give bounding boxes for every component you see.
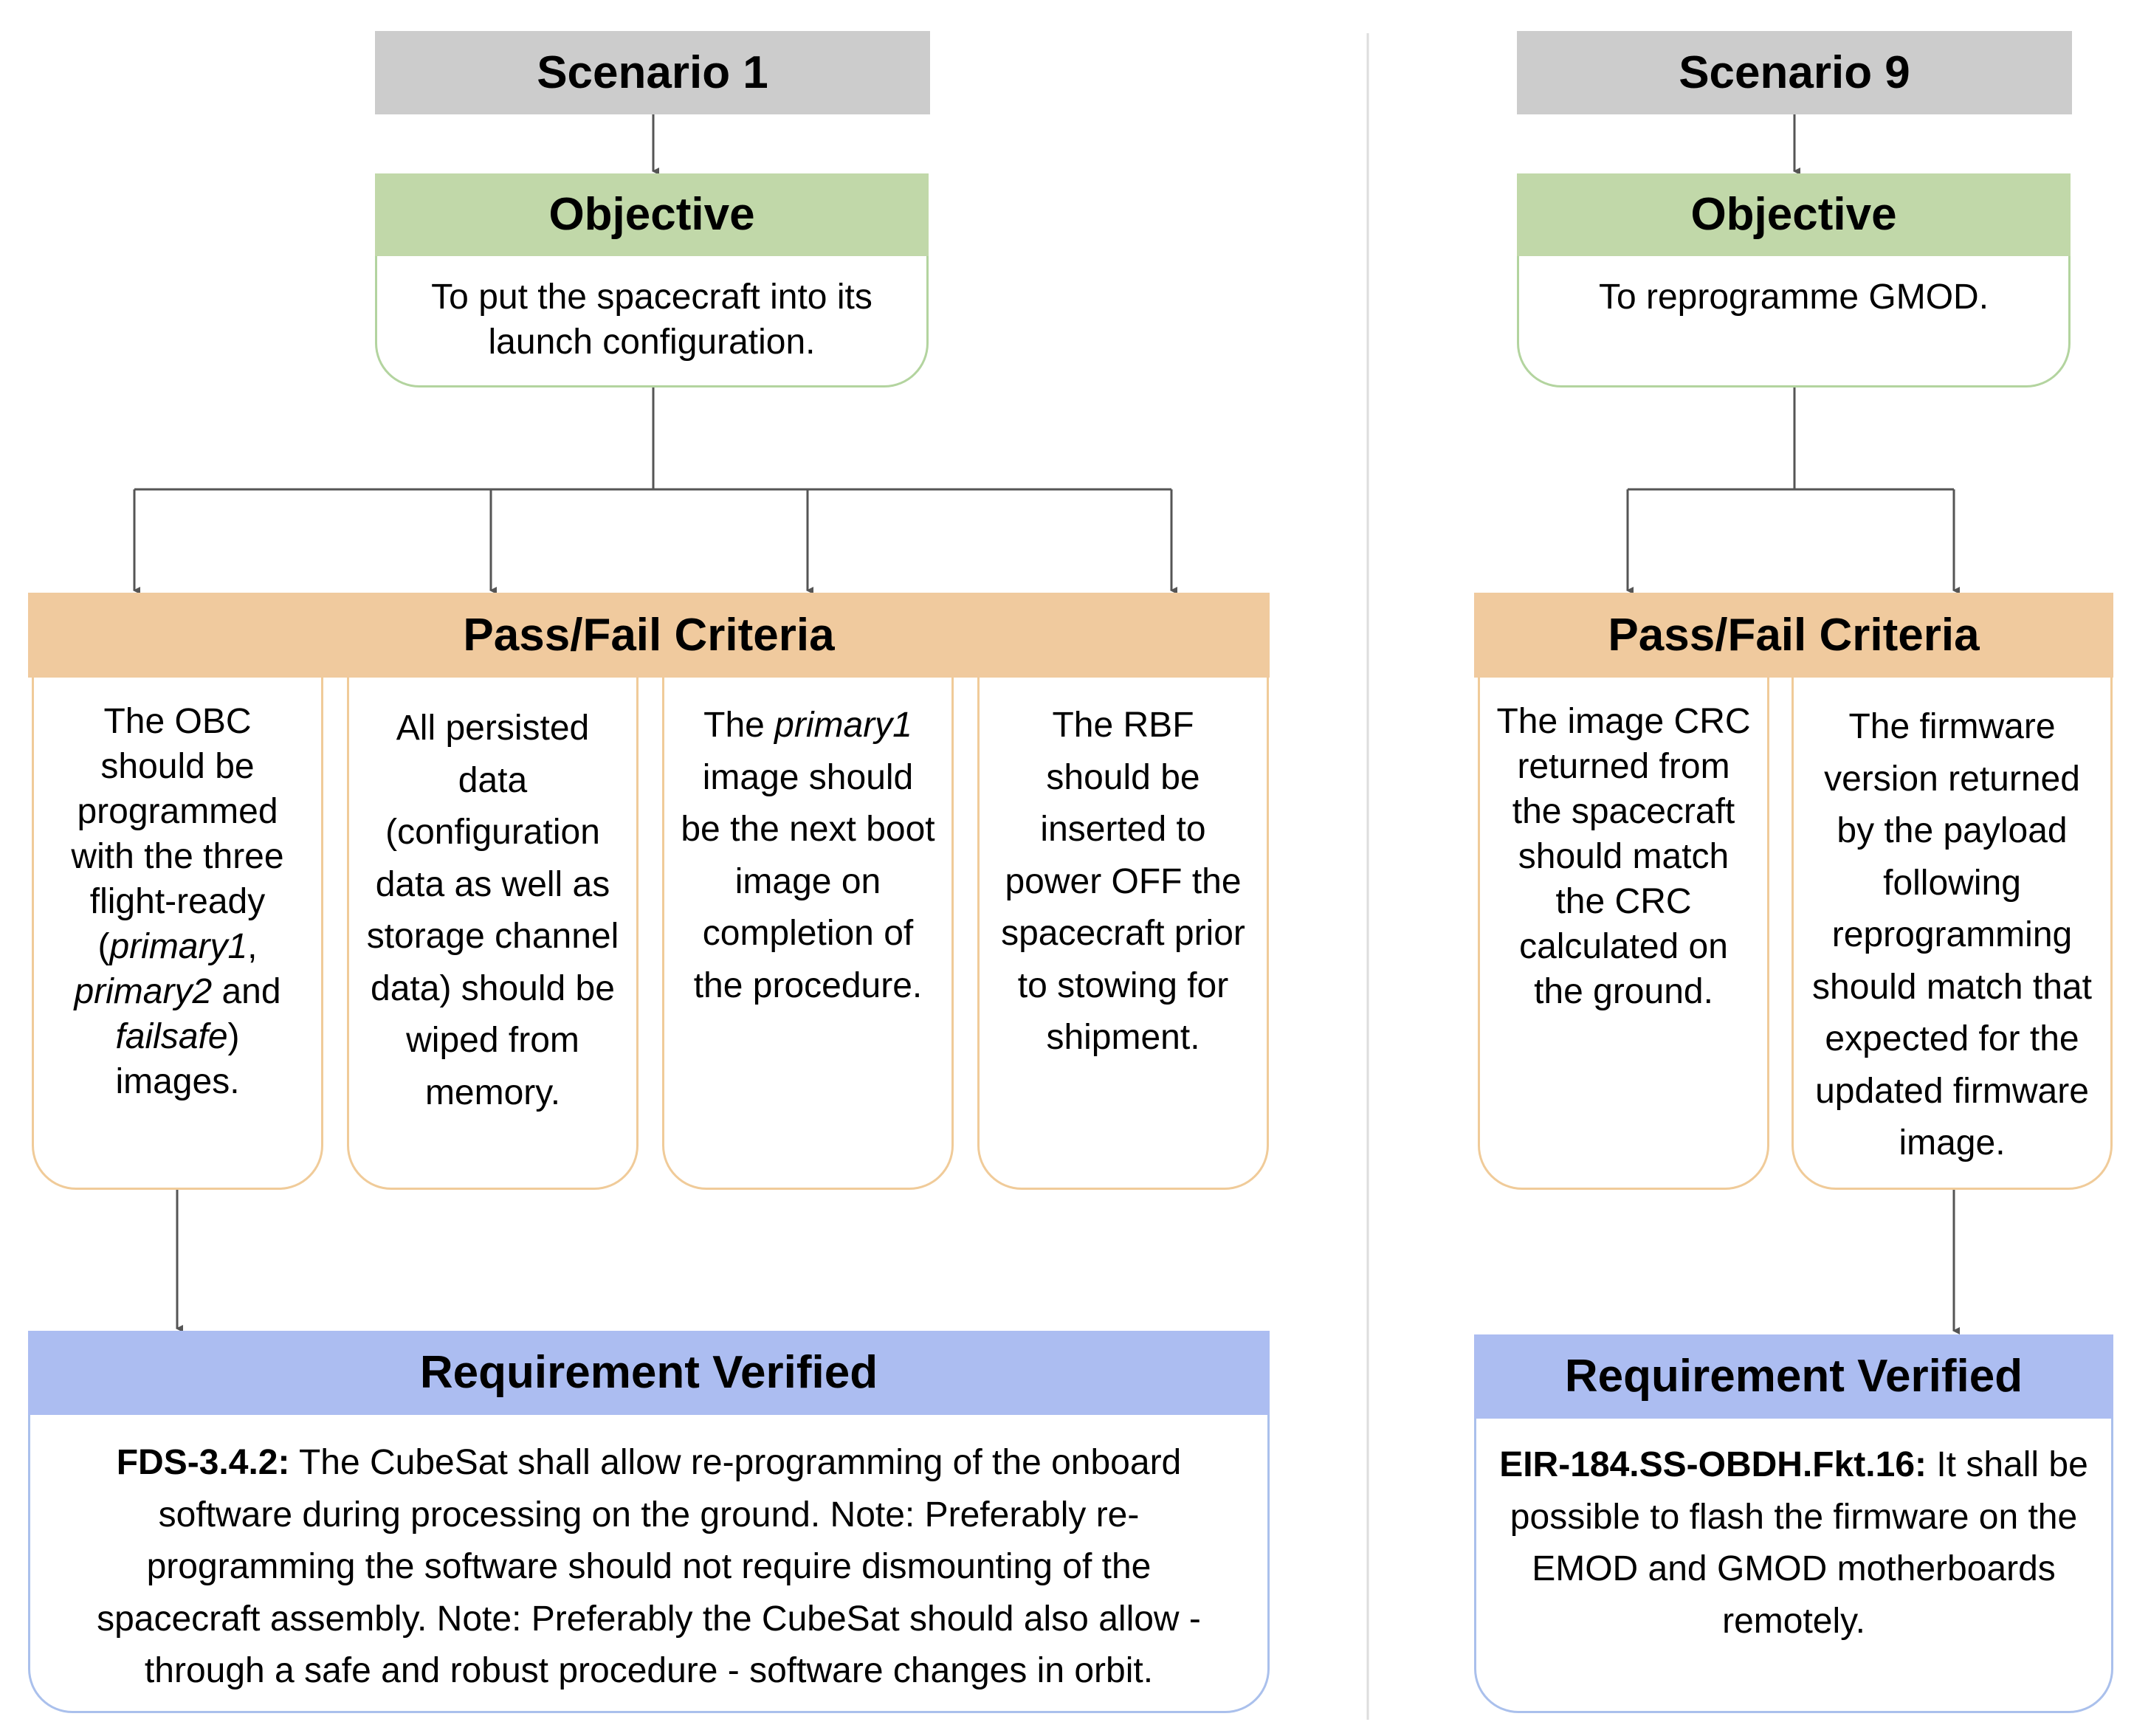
criteria-text-part: The RBF should be inserted to power OFF the spacecraft prior to stowing for shipment. [1001,706,1245,1058]
criteria-text-part: primary2 [74,971,213,1011]
criteria-text-part: primary1 [774,706,912,745]
requirement-1-body: The CubeSat shall allow re-programming of the onboard software during processing on the ground. Note: Preferably re-programming the software should not require dismounting of the spacecraft assembly. Note: Preferably the CubeSat should also allow - through a safe and robust procedure - software changes in orbit. [97,1443,1201,1691]
objective-1-text: To put the spacecraft into its launch configuration. [431,278,872,362]
requirement-9-body: It shall be possible to flash the firmware on the EMOD and GMOD motherboards remotely. [1510,1445,2088,1641]
criteria-text-part: All persisted data (configuration data as well as storage channel data) should be wiped from memory. [366,709,619,1112]
criteria-text-part: primary1 [109,926,248,966]
criteria-1-card-3 [662,678,954,1190]
requirement-9-header [1474,1334,2113,1419]
requirement-9-title: Requirement Verified [1564,1351,2023,1402]
criteria-9-title: Pass/Fail Criteria [1608,609,1980,661]
objective-9-title: Objective [1690,189,1897,240]
criteria-text-part: , [247,926,258,966]
criteria-text-part: The [703,706,775,745]
scenario-1-label: Scenario 1 [537,46,768,98]
requirement-9-text [1476,1419,2111,1647]
requirement-1-card [28,1415,1270,1713]
criteria-9-text-2 [1794,678,2110,1170]
criteria-9-header [1474,593,2113,678]
requirement-1-id: FDS-3.4.2: [116,1443,290,1482]
objective-1-card [375,256,929,388]
criteria-1-header [28,593,1270,678]
criteria-text-part: ) images. [115,1016,240,1101]
requirement-9-id: EIR-184.SS-OBDH.Fkt.16: [1499,1445,1927,1484]
scenario-1-header [375,31,930,114]
criteria-text-part: failsafe [115,1016,228,1056]
objective-9-header [1517,173,2071,256]
criteria-text-part: The OBC should be programmed with the three flight-ready ( [71,702,284,966]
criteria-9-card-1 [1478,678,1769,1190]
requirement-1-title: Requirement Verified [419,1347,878,1398]
criteria-text-part: and [212,971,281,1011]
criteria-9-card-2 [1791,678,2113,1190]
criteria-1-card-4 [977,678,1269,1190]
criteria-1-title: Pass/Fail Criteria [463,609,835,661]
criteria-1-card-2 [347,678,639,1190]
criteria-1-text-1 [34,678,321,1105]
objective-1-title: Objective [548,189,755,240]
criteria-1-text-2 [349,678,636,1119]
criteria-text-part: The firmware version returned by the payload following reprogramming should match that expected for the updated firmware image. [1812,707,2092,1163]
objective-9-text: To reprogramme GMOD. [1598,278,1989,317]
criteria-text-part: image should be the next boot image on completion of the procedure. [681,757,935,1005]
objective-9-card [1517,256,2071,388]
criteria-1-card-1 [32,678,323,1190]
objective-1-header [375,173,929,256]
requirement-9-card [1474,1419,2113,1713]
criteria-1-text-3 [664,678,951,1012]
criteria-9-text-1 [1480,678,1767,1015]
criteria-1-text-4 [980,678,1267,1064]
scenario-9-header [1517,31,2072,114]
requirement-1-text [30,1415,1267,1698]
criteria-text-part: The image CRC returned from the spacecraft should match the CRC calculated on the ground. [1496,702,1751,1011]
requirement-1-header [28,1331,1270,1415]
scenario-9-label: Scenario 9 [1679,46,1910,98]
